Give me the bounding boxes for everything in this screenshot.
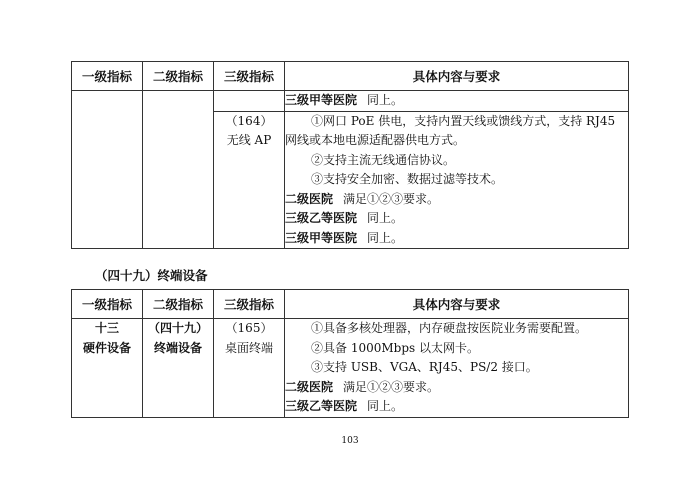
- requirement-line: ②具备 1000Mbps 以太网卡。: [311, 340, 479, 355]
- table-row: [72, 91, 629, 112]
- requirement-text: 同上。: [367, 93, 404, 107]
- hospital-level: 三级乙等医院: [285, 399, 358, 413]
- hospital-level: 二级医院: [285, 379, 334, 394]
- content-cell: [285, 91, 629, 112]
- header-level3: 三级指标: [214, 290, 285, 319]
- page-number: 103: [341, 436, 359, 446]
- level1-number: 十三: [94, 321, 119, 335]
- header-level2: 二级指标: [143, 290, 214, 319]
- requirement-line: ①具备多核处理器，内存硬盘按医院业务需要配置。: [311, 321, 588, 335]
- level2-name: 终端设备: [153, 340, 202, 355]
- level2-cell: [143, 319, 214, 418]
- requirement-line: ①网口 PoE 供电，支持内置天线或馈线方式，支持 RJ45: [311, 113, 616, 128]
- hospital-level-line: [285, 209, 628, 229]
- requirement-line: ③支持安全加密、数据过滤等技术。: [311, 172, 504, 186]
- requirement-text: 同上。: [367, 230, 404, 245]
- hospital-level: 三级甲等医院: [285, 93, 358, 107]
- header-level1: 一级指标: [72, 290, 143, 319]
- header-level1: 一级指标: [72, 62, 143, 91]
- header-row: [72, 62, 629, 91]
- indicator-code: （164）: [225, 113, 273, 128]
- level2-cell: [143, 91, 214, 249]
- requirement-line: ②支持主流无线通信协议。: [311, 152, 456, 167]
- spec-table-2: [71, 289, 629, 418]
- section-title: （四十九）终端设备: [95, 268, 208, 283]
- requirement-text: 同上。: [367, 211, 404, 225]
- requirement-text: 满足①②③要求。: [343, 191, 440, 206]
- table-row: [72, 319, 629, 418]
- level1-name: 硬件设备: [82, 340, 131, 355]
- indicator-name: 无线 AP: [226, 133, 272, 147]
- level1-cell: [72, 91, 143, 249]
- indicator-code: （165）: [225, 321, 273, 335]
- level3-cell: [214, 319, 285, 418]
- header-content: 具体内容与要求: [285, 290, 629, 319]
- level1-cell: [72, 319, 143, 418]
- header-level2: 二级指标: [143, 62, 214, 91]
- hospital-level-line: [285, 378, 628, 398]
- spec-table-1: [71, 61, 629, 249]
- header-level3: 三级指标: [214, 62, 285, 91]
- content-cell: [285, 111, 629, 249]
- hospital-level: 三级甲等医院: [285, 230, 358, 245]
- hospital-level: 二级医院: [285, 191, 334, 206]
- header-content: 具体内容与要求: [285, 62, 629, 91]
- indicator-name: 桌面终端: [224, 340, 273, 355]
- hospital-level-line: [285, 397, 628, 417]
- requirement-text: 满足①②③要求。: [343, 379, 440, 394]
- requirement-line: 网线或本地电源适配器供电方式。: [285, 133, 466, 147]
- level3-cell: [214, 91, 285, 112]
- content-cell: [285, 319, 629, 418]
- hospital-level-line: [285, 190, 628, 210]
- hospital-level-line: [285, 229, 628, 249]
- requirement-line: ③支持 USB、VGA、RJ45、PS/2 接口。: [311, 360, 538, 374]
- requirement-text: 同上。: [367, 399, 404, 413]
- hospital-level: 三级乙等医院: [285, 211, 358, 225]
- level3-cell: [214, 111, 285, 249]
- level2-number: （四十九）: [147, 321, 208, 335]
- header-row: [72, 290, 629, 319]
- hospital-level-line: [285, 91, 628, 111]
